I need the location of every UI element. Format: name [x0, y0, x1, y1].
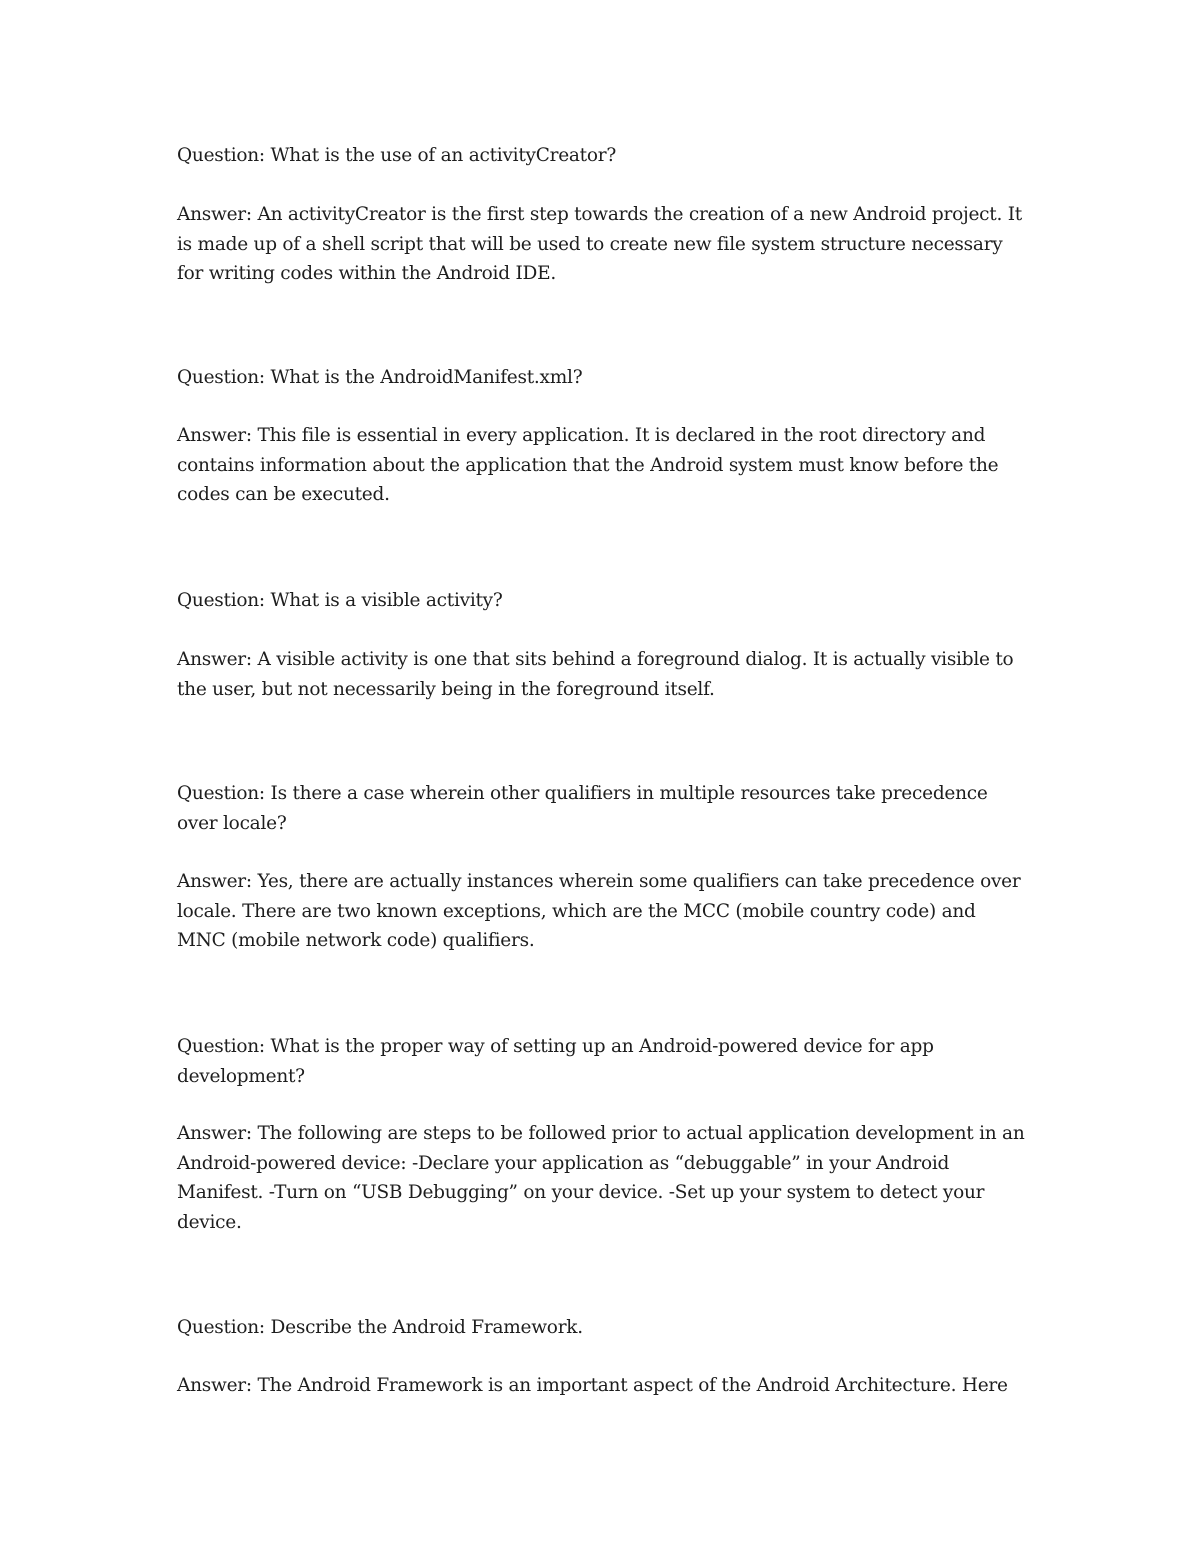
question-text: Question: Describe the Android Framework.	[177, 1317, 583, 1338]
question-text: Question: Is there a case wherein other qualifiers in multiple resources take precedence over locale?	[177, 783, 988, 834]
answer-text: Answer: An activityCreator is the first step towards the creation of a new Android project. It is made up of a shell script that will be used to create new file system structure necessary for writing codes within the Android IDE.	[177, 204, 1022, 284]
question-text: Question: What is the AndroidManifest.xml?	[177, 367, 583, 388]
answer-text: Answer: The following are steps to be followed prior to actual application development in an Android-powered device: -Declare your application as “debuggable” in your Android Manifest. -Turn on “USB Debugging” on your device. -Set up your system to detect your device.	[177, 1123, 1025, 1233]
answer-text: Answer: This file is essential in every application. It is declared in the root directory and contains information about the application that the Android system must know before the codes can be executed.	[177, 425, 999, 505]
question-text: Question: What is the use of an activityCreator?	[177, 145, 617, 166]
question-text: Question: What is the proper way of setting up an Android-powered device for app development?	[177, 1036, 934, 1087]
answer-text: Answer: A visible activity is one that sits behind a foreground dialog. It is actually visible to the user, but not necessarily being in the foreground itself.	[177, 649, 1014, 700]
answer-text: Answer: Yes, there are actually instances wherein some qualifiers can take precedence over locale. There are two known exceptions, which are the MCC (mobile country code) and MNC (mobile network code) qualifiers.	[177, 871, 1021, 951]
answer-text: Answer: The Android Framework is an important aspect of the Android Architecture. Here	[177, 1375, 1008, 1396]
question-text: Question: What is a visible activity?	[177, 590, 503, 611]
